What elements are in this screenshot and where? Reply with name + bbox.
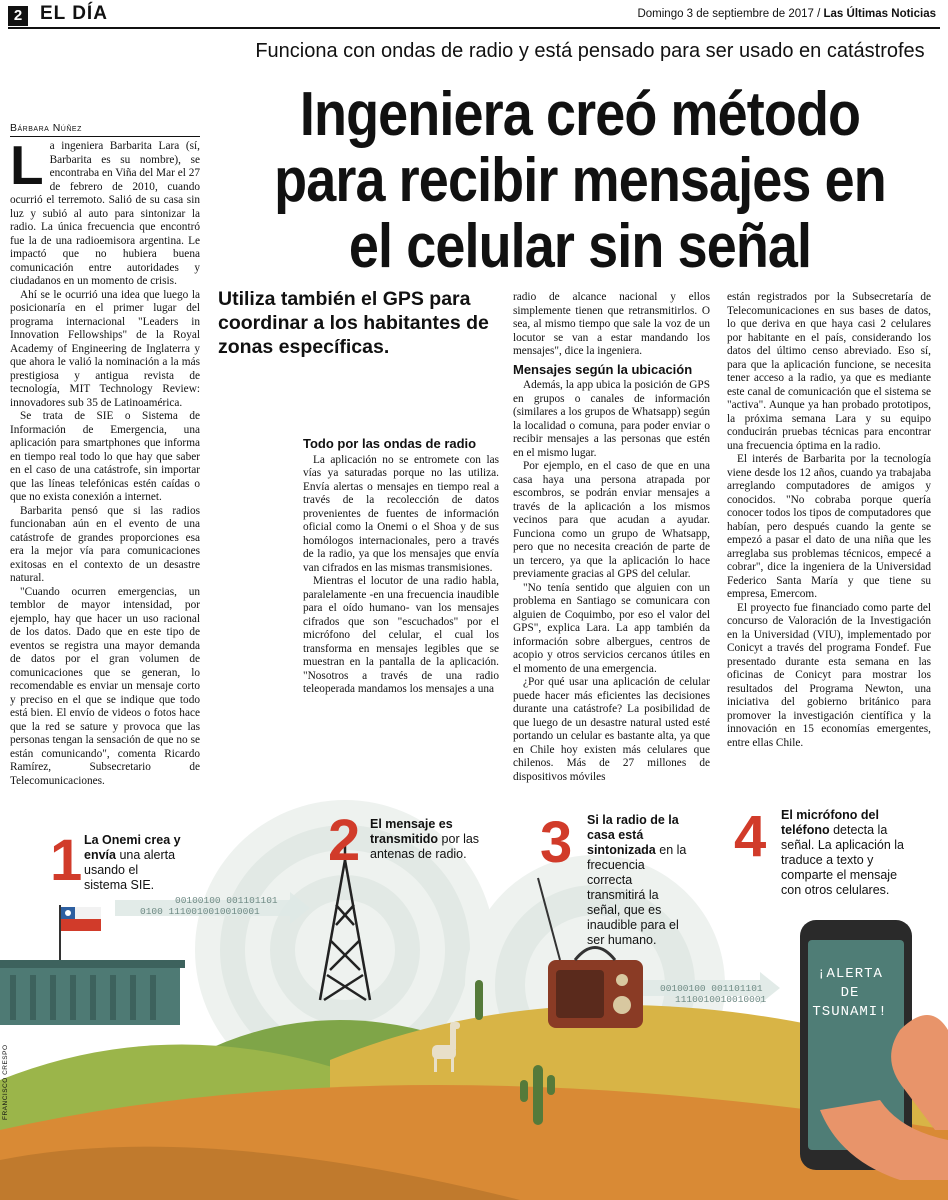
- step-4-bold: El micrófono del teléfono: [781, 808, 879, 837]
- article-column-4: [727, 291, 931, 750]
- binary-code-1: 00100100 001101101: [175, 895, 278, 906]
- section-heading-location: Mensajes según la ubicación: [513, 361, 693, 377]
- article-column-1: [10, 134, 200, 788]
- step-1-bold: La Onemi crea y envía: [84, 833, 181, 862]
- paragraph: El interés de Barbarita por la tecnología viene desde los 12 años, cuando ya trabajaba arreglando computadores de amigos y conocidos. "No cobraba porque quería conocer todos los tipos de computadores que habían, pero después cuando la gente se empezó a pasar el dato de una niña que les arreglaba sus problemas técnicos, empecé a cobrar", dice la ingeniera de la Universidad Federico Santa María y que tiene su empresa, Emercom.: [727, 453, 931, 600]
- paragraph: La aplicación no se entromete con las vías ya saturadas porque no las utiliza. Envía alertas o mensajes en tiempo real a través de la recolección de datos provenientes de fuentes de información oficial como la Onemi o el Shoa y de sus homólogos internacionales, pero a través de la radio, ya que los mensajes que envía van cifrados en las mismas transmisiones.: [303, 453, 499, 574]
- header-separator: /: [813, 8, 824, 20]
- step-2-rest: por las antenas de radio.: [370, 832, 480, 861]
- issue-date: Domingo 3 de septiembre de 2017: [637, 8, 814, 20]
- step-1-text: [84, 833, 184, 893]
- paragraph: radio de alcance nacional y ellos simplemente tienen que retransmitirlos. O sea, al mismo tiempo que sale la voz de un locutor se van a estar mandando los mensajes", dice la ingeniera.: [513, 291, 710, 357]
- illustration-credit: FRANCISCO CRESPO: [2, 1044, 9, 1120]
- header-date: [637, 8, 936, 20]
- step-3-number: 3: [540, 810, 573, 875]
- paragraph: Además, la app ubica la posición de GPS en grupos o canales de información (similares a los grupos de Whatsapp) según la localidad o comuna, para poder enviar o recibir mensajes a las personas que estén en el mismo lugar.: [513, 379, 710, 459]
- article-headline: Ingeniera creó método para recibir mensajes en el celular sin señal: [274, 80, 886, 281]
- binary-code-1b: 0100 1110010010010001: [140, 906, 260, 917]
- article-column-3: [513, 291, 710, 784]
- drop-cap: L: [10, 134, 44, 196]
- paragraph: El proyecto fue financiado como parte del concurso de Valoración de la Investigación en la Universidad (VIU), implementado por Conicyt a través del programa Fondef. Fue presentado durante esta semana en las oficinas de Conicyt para mostrar los resultados del Programa Newton, una iniciativa del gobierno británico para promover la investigación científica y la innovación en 15 economías emergentes, entre ellas Chile.: [727, 601, 931, 749]
- byline: Bárbara Núñez: [10, 122, 200, 137]
- section-title: EL DÍA: [40, 3, 108, 24]
- step-2-bold: El mensaje es transmitido: [370, 817, 453, 846]
- step-3-bold: Si la radio de la casa está sintonizada: [587, 813, 679, 857]
- paragraph: Por ejemplo, en el caso de que en una casa haya una persona atrapada por escombros, se podrán enviar mensajes a través de la aplicación a los mismos vecinos para que acudan a ayudar. Funciona como un grupo de Whatsapp, pero que no necesita creación de parte de un tercero, ya que la aplicación lo hace previamente gracias al GPS del celular.: [513, 460, 710, 580]
- header-rule: [8, 27, 940, 29]
- paragraph: "No tenía sentido que alguien con un problema en Santiago se comunicara con alguien de Coquimbo, por eso el valor del GPS", explica Lara. La app también da información sobre albergues, centros de acopio y otros servicios cercanos útiles en el momento de una emergencia.: [513, 581, 710, 675]
- article-subhead: Utiliza también el GPS para coordinar a los habitantes de zonas específicas.: [218, 288, 489, 358]
- phone-alert-text: ¡ALERTA DE TSUNAMI!: [812, 966, 888, 1020]
- paragraph: están registrados por la Subsecretaría de Telecomunicaciones en sus bases de datos, lo que deriva en que haya casi 2 celulares por habitante en el país, considerando los datos del último censo abreviado. Eso sí, para que la aplicación funcione, se necesita tener acceso a la radio, ya que es mediante este canal de comunicación que el sistema se "activa". Aunque ya han probado prototipos, la próxima semana Lara y su equipo conducirán pruebas técnicas para encontrar una frecuencia óptima en la radio.: [727, 291, 931, 452]
- step-2-text: [370, 817, 490, 862]
- binary-code-2: 00100100 001101101: [660, 983, 763, 994]
- paragraph: Ahí se le ocurrió una idea que luego la posicionaría en el primer lugar del programa internacional "Leaders in Innovation Fellowships" de la Royal Academy of Engineering de Inglaterra y que ahora le valió la nominación a la más prestigiosa y antigua revista de tecnología, MIT Technology Review: innovadores sub 35 de Latinoamérica.: [10, 288, 200, 409]
- paragraph: ¿Por qué usar una aplicación de celular puede hacer más eficientes las decisiones durante una catástrofe? La posibilidad de que luego de un desastre natural usted esté portando un celular es bastante alta, ya que en Chile hoy existen más celulares que chilenos. Más de 27 millones de dispositivos móviles: [513, 676, 710, 783]
- binary-code-2b: 1110010010010001: [675, 994, 767, 1005]
- chile-flag-icon: [61, 907, 101, 931]
- step-1-rest: una alerta usando el sistema SIE.: [84, 848, 176, 892]
- article-column-2: [303, 433, 499, 697]
- step-3-text: [587, 813, 687, 948]
- step-4-text: [781, 808, 911, 898]
- paragraph: "Cuando ocurren emergencias, un temblor de mayor intensidad, por ejemplo, hay que hacer un uso racional de los datos. Dado que en este tipo de eventos se registra una mayor demanda de datos por el gran volumen de comunicaciones que se generan, lo recomendable es enviar un mensaje corto y preciso en el que se indique que todo está bien. El envío de videos o fotos hace que la red se sature y provoca que las personas tengan la sensación de que no se están comunicando", comenta Ricardo Ramírez, Subsecretario de Telecomunicaciones.: [10, 585, 200, 787]
- step-3-rest: en la frecuencia correcta transmitirá la señal, que es inaudible para el ser humano.: [587, 843, 687, 947]
- paragraph: a ingeniera Barbarita Lara (sí, Barbarita es su nombre), se encontraba en Viña del Mar el 27 de febrero de 2010, cuando ocurrió el terremoto. Salió de su casa sin luz y subió al auto para sintonizar la radio. La única frecuencia que encontró fue la de una radioemisora argentina. Le impactó que no hubiera buena comunicación entre autoridades y ciudadanos en un momento de crisis.: [10, 140, 200, 287]
- step-1-number: 1: [50, 828, 83, 893]
- paragraph: Se trata de SIE o Sistema de Información de Emergencia, una aplicación para smartphones que informa en tiempo real todo lo que hay que saber en el caso de una catástrofe, sin importar que las líneas telefónicas estén caídas o que no exista conexión a internet.: [10, 410, 200, 503]
- newspaper-name: Las Últimas Noticias: [823, 8, 936, 20]
- article-kicker: Funciona con ondas de radio y está pensado para ser usado en catástrofes: [255, 40, 925, 62]
- section-heading-radio: Todo por las ondas de radio: [303, 436, 477, 451]
- paragraph: Barbarita pensó que si las radios funcionaban aún en el evento de una catástrofe de grandes proporciones esa era la mejor vía para comunicaciones exitosas en el contexto de un desastre natural.: [10, 504, 200, 584]
- page-number: 2: [8, 6, 28, 26]
- step-4-number: 4: [734, 804, 767, 869]
- step-2-number: 2: [328, 808, 361, 873]
- paragraph: Mientras el locutor de una radio habla, paralelamente -en una frecuencia inaudible para el oído humano- van los mensajes cifrados que son "escuchados" por el micrófono del celular, el cual los transforma en mensajes legibles que se muestran en la pantalla de la aplicación. "Nosotros a través de una radio teleoperada mandamos los mensajes a una: [303, 575, 499, 695]
- step-4-rest: detecta la señal. La aplicación la traduce a texto y comparte el mensaje con otros celulares.: [781, 823, 904, 897]
